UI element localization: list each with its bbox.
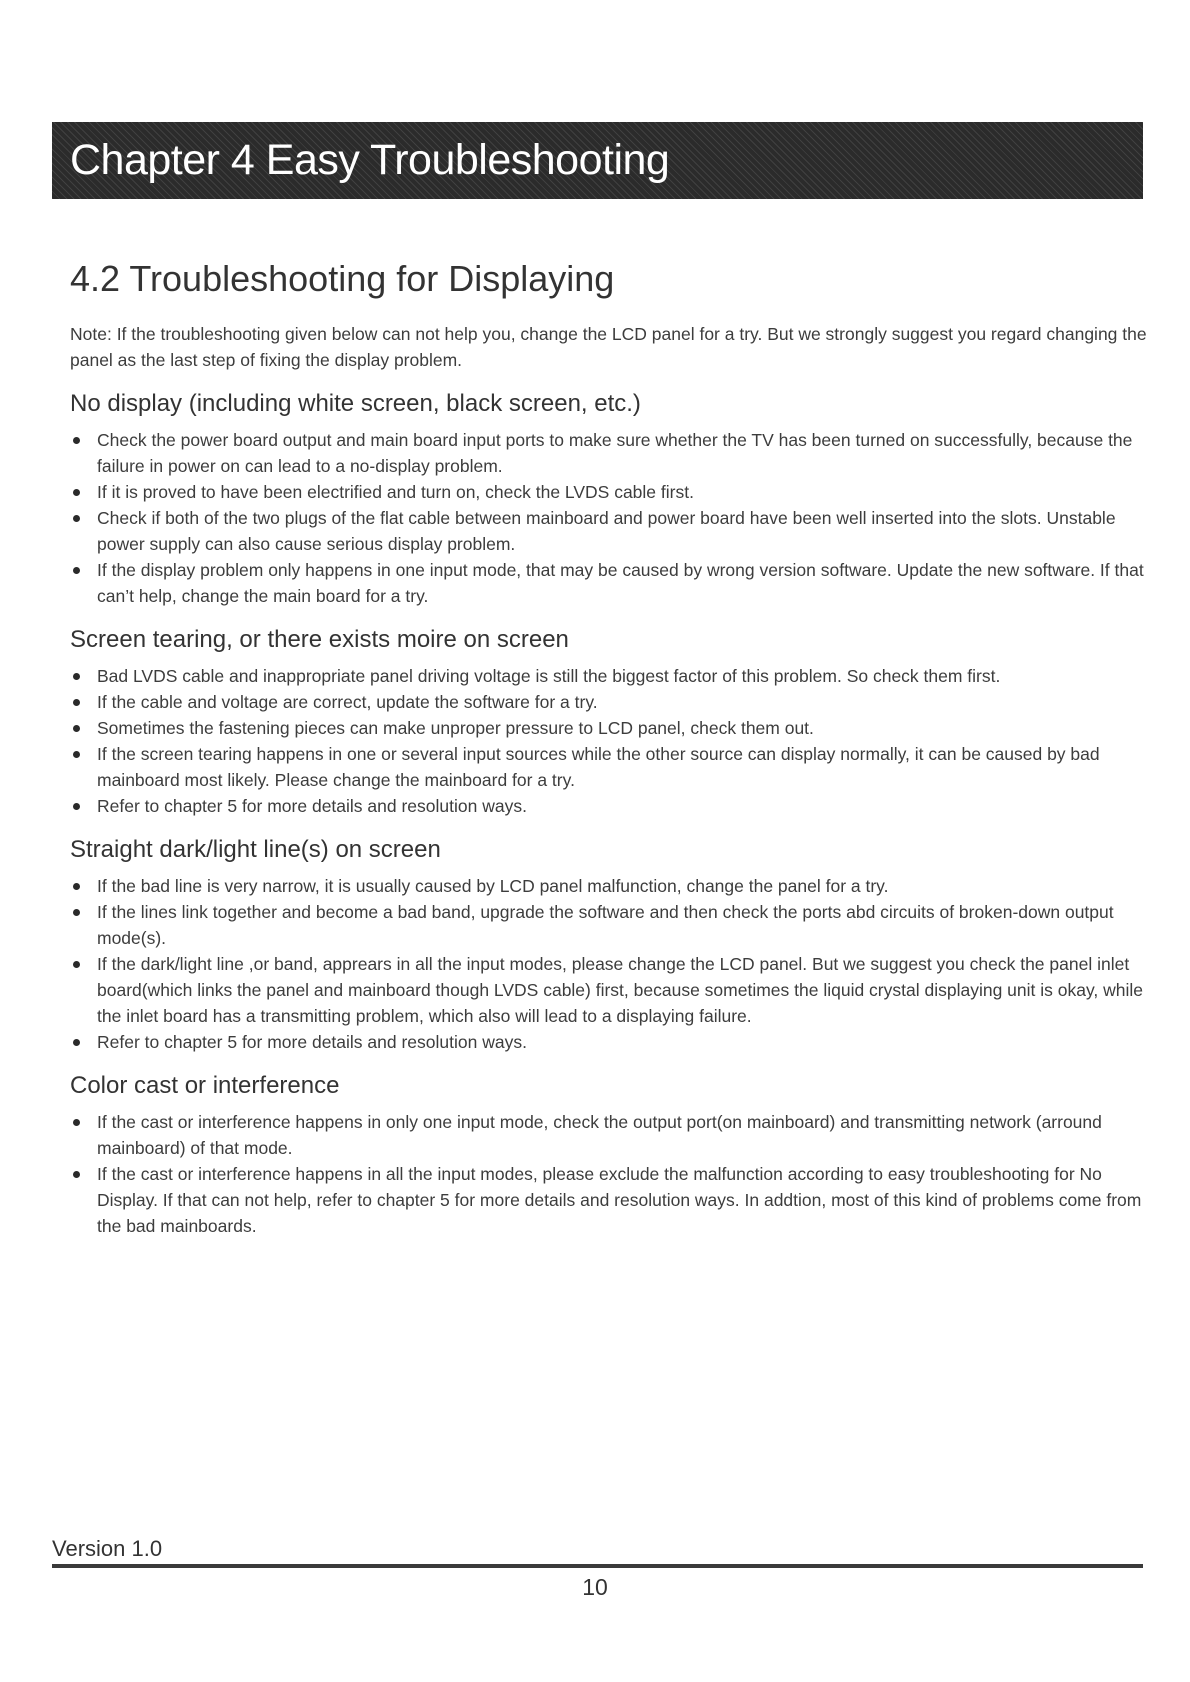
list-item (70, 951, 1150, 1029)
bullet-icon (73, 699, 80, 706)
page-content (70, 258, 1150, 1239)
bullet-icon (73, 725, 80, 732)
list-item-text: Bad LVDS cable and inappropriate panel driving voltage is still the biggest factor of this problem. So check them first. (97, 666, 1001, 686)
bullet-icon (73, 751, 80, 758)
list-item (70, 1161, 1150, 1239)
list-item-text: Refer to chapter 5 for more details and resolution ways. (97, 1032, 527, 1052)
bullet-icon (73, 909, 80, 916)
subsection-color-cast (70, 1071, 1150, 1239)
list-item (70, 663, 1150, 689)
bullet-icon (73, 1039, 80, 1046)
list-item-text: If the dark/light line ,or band, apprears in all the input modes, please change the LCD panel. But we suggest you check the panel inlet board(which links the panel and mainboard though LVDS cable) first, because sometimes the liquid crystal displaying unit is okay, while the inlet board has a transmitting problem, which also will lead to a displaying failure. (97, 954, 1144, 1026)
bullet-icon (73, 961, 80, 968)
list-item-text: If the cable and voltage are correct, update the software for a try. (97, 692, 598, 712)
subsection-heading: No display (including white screen, black screen, etc.) (70, 390, 641, 417)
bullet-icon (73, 515, 80, 522)
list-item-text: If the cast or interference happens in only one input mode, check the output port(on mainboard) and transmitting network (arround mainboard) of that mode. (97, 1112, 1102, 1158)
bullet-icon (73, 673, 80, 680)
bullet-list (70, 1109, 1150, 1239)
list-item (70, 1109, 1150, 1161)
subsection-straight-lines (70, 835, 1150, 1055)
list-item-text: If the screen tearing happens in one or several input sources while the other source can display normally, it can be caused by bad mainboard most likely. Please change the mainboard for a try. (97, 744, 1100, 790)
list-item (70, 873, 1150, 899)
list-item-text: Check if both of the two plugs of the flat cable between mainboard and power board have been well inserted into the slots. Unstable power supply can also cause serious display problem. (97, 508, 1116, 554)
bullet-icon (73, 883, 80, 890)
bullet-icon (73, 1119, 80, 1126)
list-item (70, 793, 1150, 819)
list-item (70, 427, 1150, 479)
list-item-text: If the display problem only happens in one input mode, that may be caused by wrong version software. Update the new software. If that can’t help, change the main board for a try. (97, 560, 1144, 606)
bullet-icon (73, 567, 80, 574)
list-item-text: If the cast or interference happens in all the input modes, please exclude the malfunction according to easy troubleshooting for No Display. If that can not help, refer to chapter 5 for more details and resolution ways. In addtion, most of this kind of problems come from the bad mainboards. (97, 1164, 1142, 1236)
subsection-heading: Straight dark/light line(s) on screen (70, 836, 441, 863)
list-item-text: Sometimes the fastening pieces can make unproper pressure to LCD panel, check them out. (97, 718, 814, 738)
subsection-heading: Color cast or interference (70, 1072, 340, 1099)
bullet-icon (73, 437, 80, 444)
chapter-title: Chapter 4 Easy Troubleshooting (70, 136, 670, 184)
list-item (70, 689, 1150, 715)
bullet-icon (73, 489, 80, 496)
subsection-heading: Screen tearing, or there exists moire on screen (70, 626, 569, 653)
bullet-icon (73, 1171, 80, 1178)
list-item (70, 505, 1150, 557)
list-item-text: If the lines link together and become a bad band, upgrade the software and then check the ports abd circuits of broken-down output mode(s). (97, 902, 1114, 948)
list-item-text: If it is proved to have been electrified and turn on, check the LVDS cable first. (97, 482, 694, 502)
footer-version: Version 1.0 (52, 1536, 163, 1561)
bullet-list (70, 873, 1150, 1055)
list-item-text: Refer to chapter 5 for more details and resolution ways. (97, 796, 527, 816)
list-item (70, 715, 1150, 741)
chapter-banner (52, 122, 1143, 199)
footer-divider (52, 1564, 1143, 1568)
list-item-text: Check the power board output and main board input ports to make sure whether the TV has been turned on successfully, because the failure in power on can lead to a no-display problem. (97, 430, 1133, 476)
list-item (70, 557, 1150, 609)
list-item (70, 479, 1150, 505)
page-number: 10 (582, 1574, 608, 1600)
section-note: Note: If the troubleshooting given below can not help you, change the LCD panel for a try. But we strongly suggest you regard changing the panel as the last step of fixing the display problem. (70, 324, 1147, 370)
list-item-text: If the bad line is very narrow, it is usually caused by LCD panel malfunction, change the panel for a try. (97, 876, 889, 896)
subsection-no-display (70, 389, 1150, 609)
section-title: 4.2 Troubleshooting for Displaying (70, 258, 615, 299)
bullet-list (70, 663, 1150, 819)
subsection-screen-tearing (70, 625, 1150, 819)
bullet-icon (73, 803, 80, 810)
list-item (70, 899, 1150, 951)
bullet-list (70, 427, 1150, 609)
list-item (70, 741, 1150, 793)
list-item (70, 1029, 1150, 1055)
